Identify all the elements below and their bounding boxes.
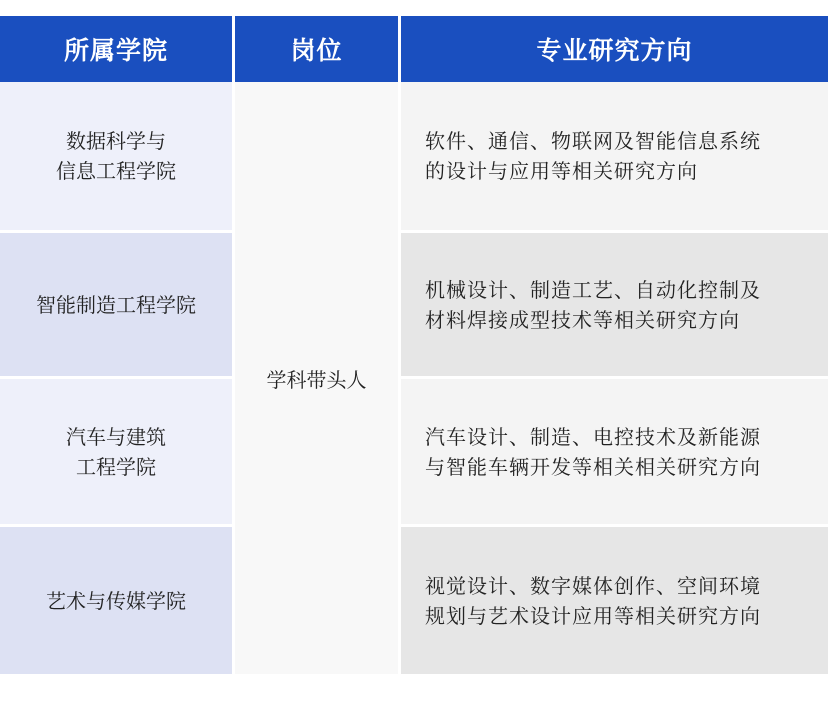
research-line: 机械设计、制造工艺、自动化控制及 bbox=[425, 277, 761, 302]
college-positions-table bbox=[0, 16, 828, 674]
college-name-line: 数据科学与 bbox=[66, 129, 166, 153]
row-divider bbox=[0, 376, 232, 379]
row-divider bbox=[401, 376, 828, 379]
college-name-line: 信息工程学院 bbox=[56, 159, 176, 183]
research-cell bbox=[401, 82, 828, 230]
research-line: 的设计与应用等相关研究方向 bbox=[425, 159, 698, 183]
position-cell: 学科带头人 bbox=[235, 82, 398, 674]
row-divider bbox=[401, 230, 828, 233]
college-name-line: 艺术与传媒学院 bbox=[46, 588, 186, 613]
college-name-line: 工程学院 bbox=[76, 454, 156, 479]
header-position: 岗位 bbox=[290, 36, 343, 65]
research-line: 视觉设计、数字媒体创作、空间环境 bbox=[425, 573, 761, 598]
research-line: 汽车设计、制造、电控技术及新能源 bbox=[425, 424, 761, 449]
college-cell bbox=[0, 82, 232, 230]
column-divider bbox=[232, 82, 235, 674]
research-line: 软件、通信、物联网及智能信息系统 bbox=[425, 129, 761, 153]
college-cell bbox=[0, 233, 232, 376]
table-header bbox=[0, 16, 828, 82]
research-line: 规划与艺术设计应用等相关研究方向 bbox=[425, 603, 761, 628]
header-college: 所属学院 bbox=[63, 36, 168, 65]
college-cell bbox=[0, 527, 232, 674]
research-cell bbox=[401, 233, 828, 376]
header-research: 专业研究方向 bbox=[536, 36, 693, 65]
research-line: 与智能车辆开发等相关相关研究方向 bbox=[425, 454, 761, 479]
research-line: 材料焊接成型技术等相关研究方向 bbox=[425, 307, 740, 332]
row-divider bbox=[0, 230, 232, 233]
research-cell bbox=[401, 527, 828, 674]
college-name-line: 智能制造工程学院 bbox=[36, 292, 196, 317]
row-divider bbox=[0, 524, 232, 527]
research-cell bbox=[401, 379, 828, 524]
college-name-line: 汽车与建筑 bbox=[66, 424, 166, 449]
college-cell bbox=[0, 379, 232, 524]
row-divider bbox=[401, 524, 828, 527]
